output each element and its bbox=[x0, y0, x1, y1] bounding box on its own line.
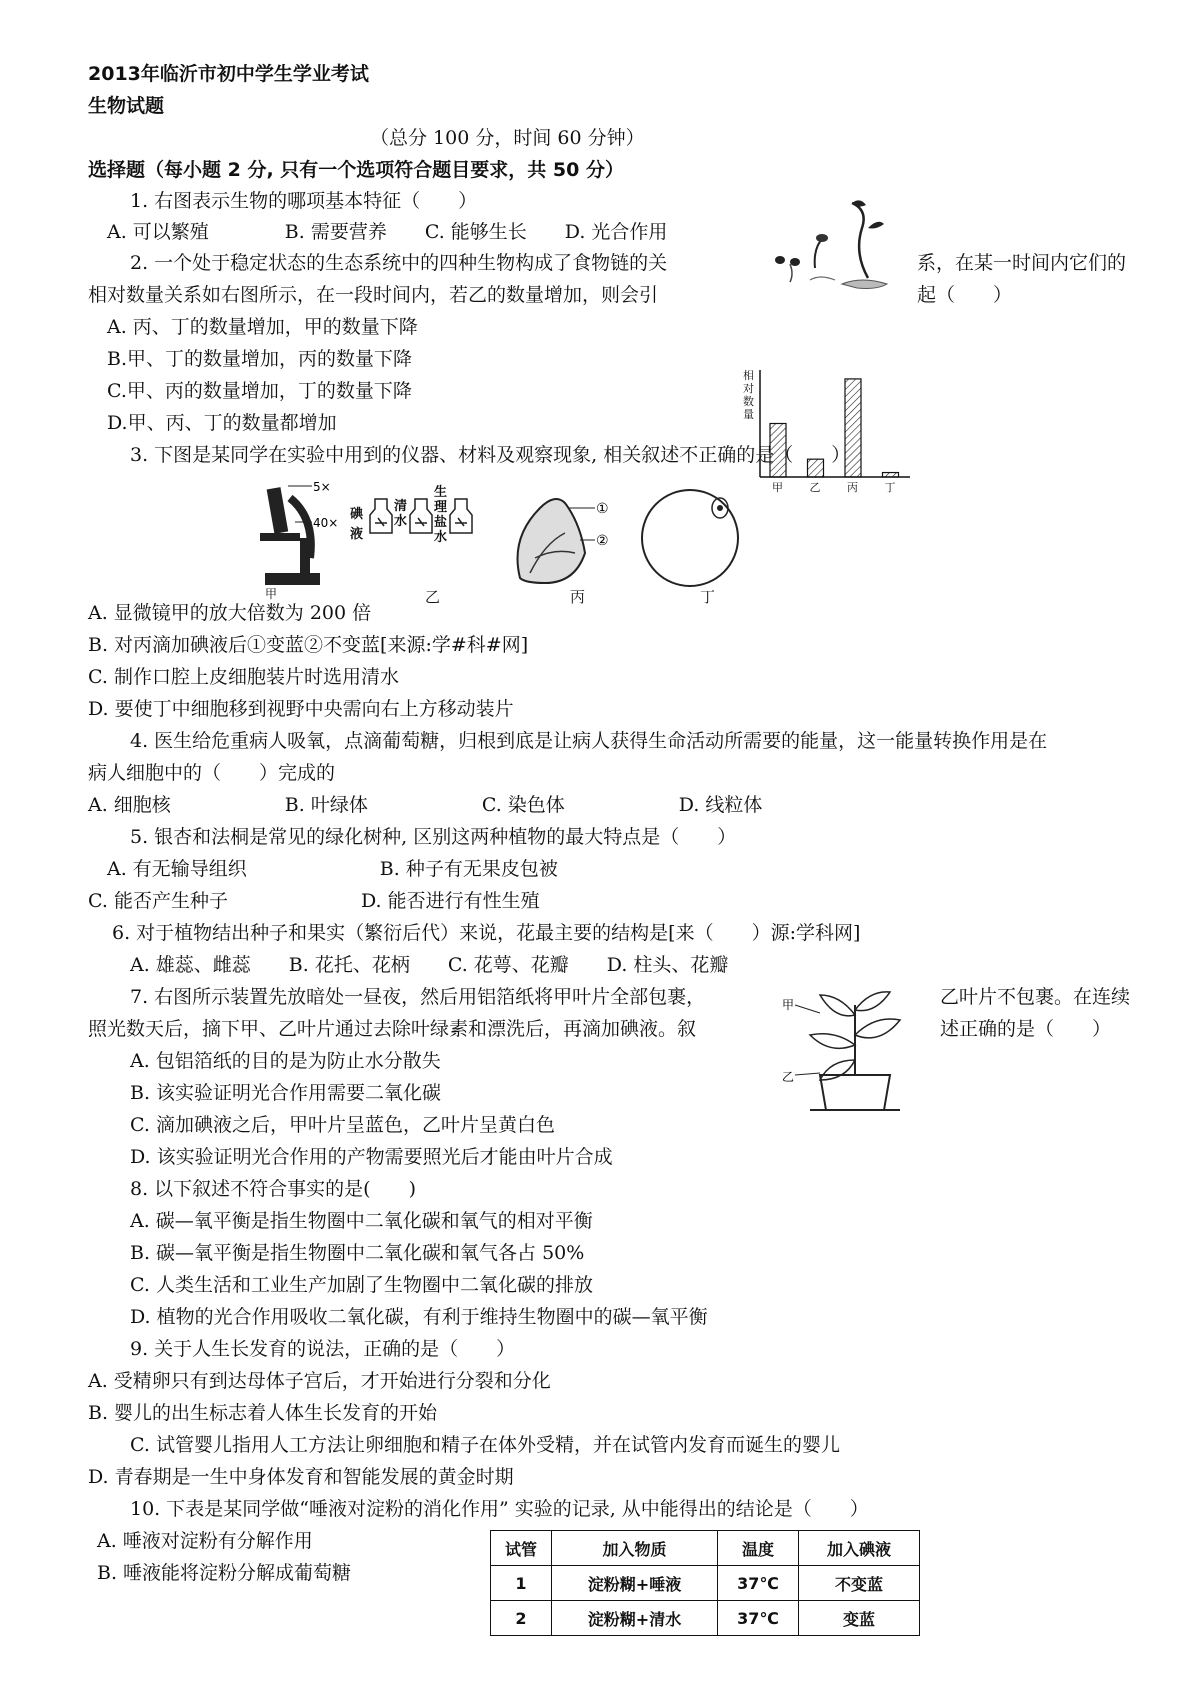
q8-text: 8. 以下叙述不符合事实的是( ) bbox=[130, 1178, 416, 1200]
q5-options-ab: A. 有无输导组织 B. 种子有无果皮包被 bbox=[107, 858, 558, 880]
table-cell: 变蓝 bbox=[799, 1601, 920, 1636]
q4-text-1: 4. 医生给危重病人吸氧，点滴葡萄糖，归根到底是让病人获得生命活动所需要的能量，这一能量转换作用是在 bbox=[130, 730, 1048, 752]
x-tick-label: 丁 bbox=[884, 481, 896, 494]
q2-option-a: A. 丙、丁的数量增加，甲的数量下降 bbox=[107, 316, 418, 338]
x-tick-label: 丙 bbox=[847, 481, 858, 494]
q7-option-a: A. 包铝箔纸的目的是为防止水分散失 bbox=[130, 1050, 441, 1072]
table-row bbox=[491, 1566, 920, 1601]
q7-option-b: B. 该实验证明光合作用需要二氧化碳 bbox=[130, 1082, 442, 1104]
q2-option-d: D.甲、丙、丁的数量都增加 bbox=[107, 412, 337, 434]
table-header: 试管 bbox=[491, 1531, 552, 1566]
q8-option-b: B. 碳—氧平衡是指生物圈中二氧化碳和氧气各占 50% bbox=[130, 1242, 585, 1264]
structure-1-label: ① bbox=[596, 501, 609, 517]
table-header-row bbox=[491, 1531, 920, 1566]
q3-text: 3. 下图是某同学在实验中用到的仪器、材料及观察现象, 相关叙述不正确的是（ ） bbox=[130, 444, 851, 466]
table-cell: 37℃ bbox=[718, 1601, 799, 1636]
lab-equipment-figure bbox=[250, 478, 770, 608]
fig-label-bing: 丙 bbox=[570, 588, 586, 606]
q9-option-b: B. 婴儿的出生标志着人体生长发育的开始 bbox=[88, 1402, 438, 1424]
q2-option-b: B.甲、丁的数量增加，丙的数量下降 bbox=[107, 348, 413, 370]
q4-options: A. 细胞核 B. 叶绿体 C. 染色体 D. 线粒体 bbox=[88, 794, 763, 816]
q2-text-1: 2. 一个处于稳定状态的生态系统中的四种生物构成了食物链的关 bbox=[130, 252, 668, 274]
bottles-icon bbox=[370, 499, 472, 533]
experiment-table bbox=[490, 1530, 920, 1636]
leaf-yi-label: 乙 bbox=[782, 1070, 795, 1084]
exam-title: 2013年临沂市初中学生学业考试 bbox=[88, 63, 369, 85]
mag-eyepiece: 5× bbox=[313, 480, 331, 494]
q6-options: A. 雄蕊、雌蕊 B. 花托、花柄 C. 花萼、花瓣 D. 柱头、花瓣 bbox=[130, 954, 729, 976]
mag-objective: 40× bbox=[313, 516, 339, 530]
leaf-icon bbox=[855, 1019, 900, 1038]
q7-option-c: C. 滴加碘液之后，甲叶片呈蓝色，乙叶片呈黄白色 bbox=[130, 1114, 555, 1136]
table-cell: 不变蓝 bbox=[799, 1566, 920, 1601]
q2-option-c: C.甲、丙的数量增加，丁的数量下降 bbox=[107, 380, 412, 402]
q8-option-a: A. 碳—氧平衡是指生物圈中二氧化碳和氧气的相对平衡 bbox=[130, 1210, 593, 1232]
section-title: 选择题（每小题 2 分, 只有一个选项符合题目要求，共 50 分） bbox=[88, 159, 624, 181]
leaf-jia-label: 甲 bbox=[782, 998, 795, 1012]
q3-option-a: A. 显微镜甲的放大倍数为 200 倍 bbox=[88, 602, 372, 624]
table-cell: 淀粉糊+清水 bbox=[552, 1601, 718, 1636]
population-bar-chart bbox=[735, 365, 915, 495]
microscope-icon bbox=[260, 486, 320, 585]
fig-label-jia: 甲 bbox=[265, 587, 278, 601]
table-cell: 1 bbox=[491, 1566, 552, 1601]
q3-option-c: C. 制作口腔上皮细胞装片时选用清水 bbox=[88, 666, 399, 688]
pot-icon bbox=[820, 1075, 890, 1110]
q7-text-1: 7. 右图所示装置先放暗处一昼夜，然后用铝箔纸将甲叶片全部包裹， bbox=[130, 986, 706, 1008]
q8-option-c: C. 人类生活和工业生产加剧了生物圈中二氧化碳的排放 bbox=[130, 1274, 593, 1296]
table-row bbox=[491, 1601, 920, 1636]
q9-text: 9. 关于人生长发育的说法，正确的是（ ） bbox=[130, 1338, 516, 1360]
seed-germination-figure bbox=[760, 198, 910, 298]
q2-text-2b: 起（ ） bbox=[917, 284, 1013, 306]
water-label: 清水 bbox=[394, 499, 408, 529]
q7-text-1b: 乙叶片不包裹。在连续 bbox=[940, 986, 1131, 1008]
leaf-icon bbox=[820, 995, 855, 1016]
field-of-view-icon bbox=[642, 490, 738, 586]
exam-info: （总分 100 分，时间 60 分钟） bbox=[370, 127, 645, 149]
y-axis-label-char: 量 bbox=[743, 408, 754, 421]
q8-option-d: D. 植物的光合作用吸收二氧化碳，有利于维持生物圈中的碳—氧平衡 bbox=[130, 1306, 708, 1328]
structure-2-label: ② bbox=[596, 533, 609, 549]
iodine-label: 碘液 bbox=[350, 507, 364, 542]
leaf-icon bbox=[820, 1060, 855, 1080]
table-header: 加入碘液 bbox=[799, 1531, 920, 1566]
q5-text: 5. 银杏和法桐是常见的绿化树种, 区别这两种植物的最大特点是（ ） bbox=[130, 826, 737, 848]
q7-option-d: D. 该实验证明光合作用的产物需要照光后才能由叶片合成 bbox=[130, 1146, 613, 1168]
y-axis-label-char: 对 bbox=[743, 382, 754, 395]
y-axis-label-char: 数 bbox=[743, 395, 754, 408]
q10-text: 10. 下表是某同学做“唾液对淀粉的消化作用” 实验的记录, 从中能得出的结论是（ ） bbox=[130, 1498, 869, 1520]
table-cell: 37℃ bbox=[718, 1566, 799, 1601]
subject-title: 生物试题 bbox=[88, 95, 165, 117]
saline-label: 生理盐水 bbox=[434, 485, 448, 545]
q3-option-b: B. 对丙滴加碘液后①变蓝②不变蓝[来源:学#科#网] bbox=[88, 634, 529, 656]
y-axis-label-char: 相 bbox=[743, 369, 754, 382]
leaf-icon bbox=[855, 992, 890, 1011]
bar-3 bbox=[883, 473, 899, 477]
leaf-icon bbox=[810, 1034, 855, 1049]
q7-text-2b: 述正确的是（ ） bbox=[940, 1018, 1112, 1040]
fig-label-yi: 乙 bbox=[425, 588, 441, 606]
q9-option-a: A. 受精卵只有到达母体子宫后，才开始进行分裂和分化 bbox=[88, 1370, 551, 1392]
nucleus-icon bbox=[717, 505, 723, 511]
q1-text: 1. 右图表示生物的哪项基本特征（ ） bbox=[130, 190, 478, 212]
q10-option-a: A. 唾液对淀粉有分解作用 bbox=[97, 1530, 313, 1552]
q5-options-cd: C. 能否产生种子 D. 能否进行有性生殖 bbox=[88, 890, 540, 912]
q10-option-b: B. 唾液能将淀粉分解成葡萄糖 bbox=[97, 1562, 352, 1584]
q4-text-2: 病人细胞中的（ ）完成的 bbox=[88, 762, 336, 784]
q3-option-d: D. 要使丁中细胞移到视野中央需向右上方移动装片 bbox=[88, 698, 514, 720]
potted-plant-figure bbox=[780, 985, 930, 1115]
table-cell: 淀粉糊+唾液 bbox=[552, 1566, 718, 1601]
q9-option-d: D. 青春期是一生中身体发育和智能发展的黄金时期 bbox=[88, 1466, 514, 1488]
onion-tissue-icon bbox=[518, 499, 596, 583]
q1-options: A. 可以繁殖 B. 需要营养 C. 能够生长 D. 光合作用 bbox=[107, 221, 668, 243]
table-cell: 2 bbox=[491, 1601, 552, 1636]
q2-text-2: 相对数量关系如右图所示，在一段时间内，若乙的数量增加，则会引 bbox=[88, 284, 659, 306]
fig-label-ding: 丁 bbox=[700, 588, 716, 606]
q6-text: 6. 对于植物结出种子和果实（繁衍后代）来说，花最主要的结构是[来（ ）源:学科网] bbox=[112, 922, 861, 944]
q7-text-2: 照光数天后，摘下甲、乙叶片通过去除叶绿素和漂洗后，再滴加碘液。叙 bbox=[88, 1018, 697, 1040]
table-header: 温度 bbox=[718, 1531, 799, 1566]
q9-option-c: C. 试管婴儿指用人工方法让卵细胞和精子在体外受精，并在试管内发育而诞生的婴儿 bbox=[130, 1434, 840, 1456]
x-tick-label: 甲 bbox=[772, 481, 783, 494]
x-tick-label: 乙 bbox=[809, 481, 821, 494]
q2-text-1b: 系，在某一时间内它们的 bbox=[917, 252, 1127, 274]
table-header: 加入物质 bbox=[552, 1531, 718, 1566]
